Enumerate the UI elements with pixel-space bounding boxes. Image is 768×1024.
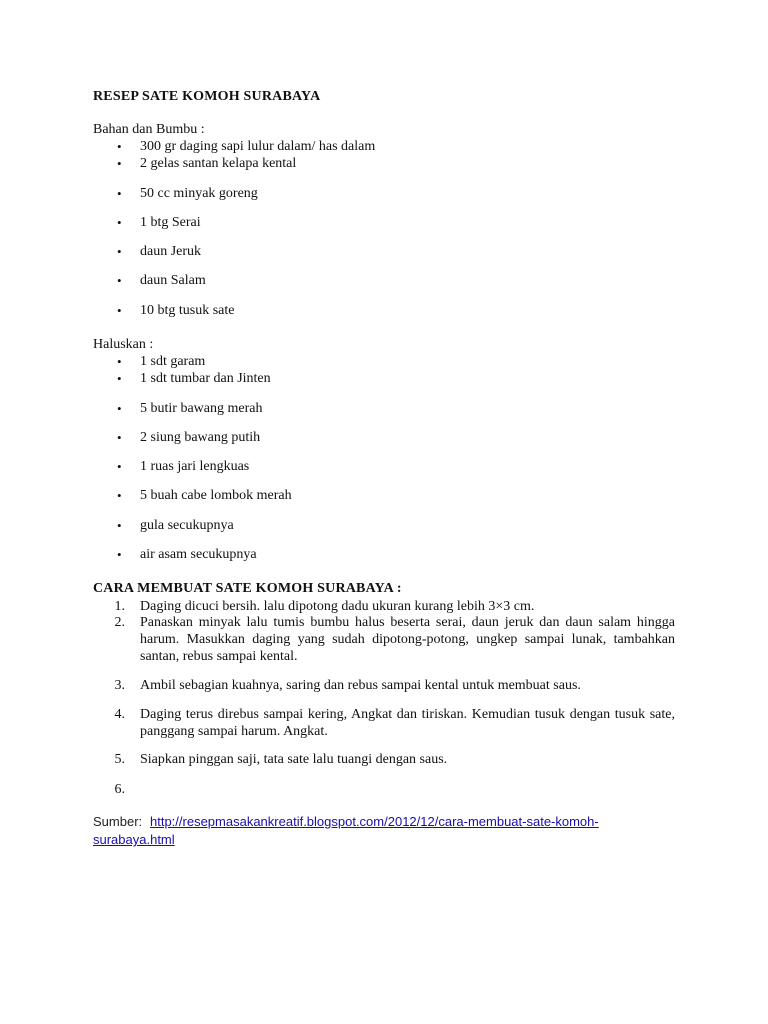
bullet-icon: • bbox=[117, 244, 122, 259]
bullet-icon: • bbox=[117, 459, 122, 474]
step-number: 6. bbox=[114, 782, 125, 797]
step-number: 2. bbox=[114, 615, 125, 630]
ingredient-item: 2 gelas santan kelapa kental bbox=[140, 156, 297, 171]
bullet-icon: • bbox=[117, 139, 122, 154]
ingredients-heading: Bahan dan Bumbu : bbox=[93, 122, 205, 137]
page-title: RESEP SATE KOMOH SURABAYA bbox=[93, 89, 321, 104]
bullet-icon: • bbox=[117, 354, 122, 369]
bullet-icon: • bbox=[117, 547, 122, 562]
bullet-icon: • bbox=[117, 371, 122, 386]
paste-item: air asam secukupnya bbox=[140, 547, 257, 562]
source-link[interactable]: http://resepmasakankreatif.blogspot.com/2012/12/cara-membuat-sate-komoh- bbox=[150, 814, 599, 829]
ingredient-item: daun Salam bbox=[140, 273, 206, 288]
ingredient-item: daun Jeruk bbox=[140, 244, 202, 259]
step-text: Ambil sebagian kuahnya, saring dan rebus sampai kental untuk membuat saus. bbox=[140, 678, 581, 693]
bullet-icon: • bbox=[117, 401, 122, 416]
step-number: 3. bbox=[114, 678, 125, 693]
paste-item: 1 sdt garam bbox=[140, 354, 206, 369]
bullet-icon: • bbox=[117, 156, 122, 171]
ingredient-item: 50 cc minyak goreng bbox=[140, 186, 258, 201]
bullet-icon: • bbox=[117, 488, 122, 503]
step-number: 5. bbox=[114, 752, 125, 767]
step-text: Daging dicuci bersih. lalu dipotong dadu ukuran kurang lebih 3×3 cm. bbox=[140, 599, 535, 614]
bullet-icon: • bbox=[117, 430, 122, 445]
paste-item: 1 sdt tumbar dan Jinten bbox=[140, 371, 271, 386]
bullet-icon: • bbox=[117, 303, 122, 318]
step-text: Panaskan minyak lalu tumis bumbu halus beserta serai, daun jeruk dan daun salam hingga harum. Masukkan daging yang sudah dipotong-potong, ungkep sampai lunak, tambahkan santan, rebus sampai kental. bbox=[140, 615, 675, 664]
bullet-icon: • bbox=[117, 215, 122, 230]
source-label: Sumber: bbox=[93, 814, 143, 829]
bullet-icon: • bbox=[117, 273, 122, 288]
paste-item: gula secukupnya bbox=[140, 518, 234, 533]
paste-item: 5 butir bawang merah bbox=[140, 401, 263, 416]
ingredient-item: 10 btg tusuk sate bbox=[140, 303, 235, 318]
step-number: 1. bbox=[114, 599, 125, 614]
ingredient-item: 1 btg Serai bbox=[140, 215, 201, 230]
bullet-icon: • bbox=[117, 186, 122, 201]
paste-heading: Haluskan : bbox=[93, 337, 154, 352]
method-heading: CARA MEMBUAT SATE KOMOH SURABAYA : bbox=[93, 581, 402, 596]
paste-item: 1 ruas jari lengkuas bbox=[140, 459, 250, 474]
step-number: 4. bbox=[114, 707, 125, 722]
ingredient-item: 300 gr daging sapi lulur dalam/ has dalam bbox=[140, 139, 376, 154]
step-text: Siapkan pinggan saji, tata sate lalu tuangi dengan saus. bbox=[140, 752, 448, 767]
paste-item: 5 buah cabe lombok merah bbox=[140, 488, 292, 503]
paste-item: 2 siung bawang putih bbox=[140, 430, 261, 445]
step-text: Daging terus direbus sampai kering, Angkat dan tiriskan. Kemudian tusuk dengan tusuk sate, panggang sampai harum. Angkat. bbox=[140, 707, 675, 739]
source-link-continued[interactable]: surabaya.html bbox=[93, 832, 175, 847]
bullet-icon: • bbox=[117, 518, 122, 533]
